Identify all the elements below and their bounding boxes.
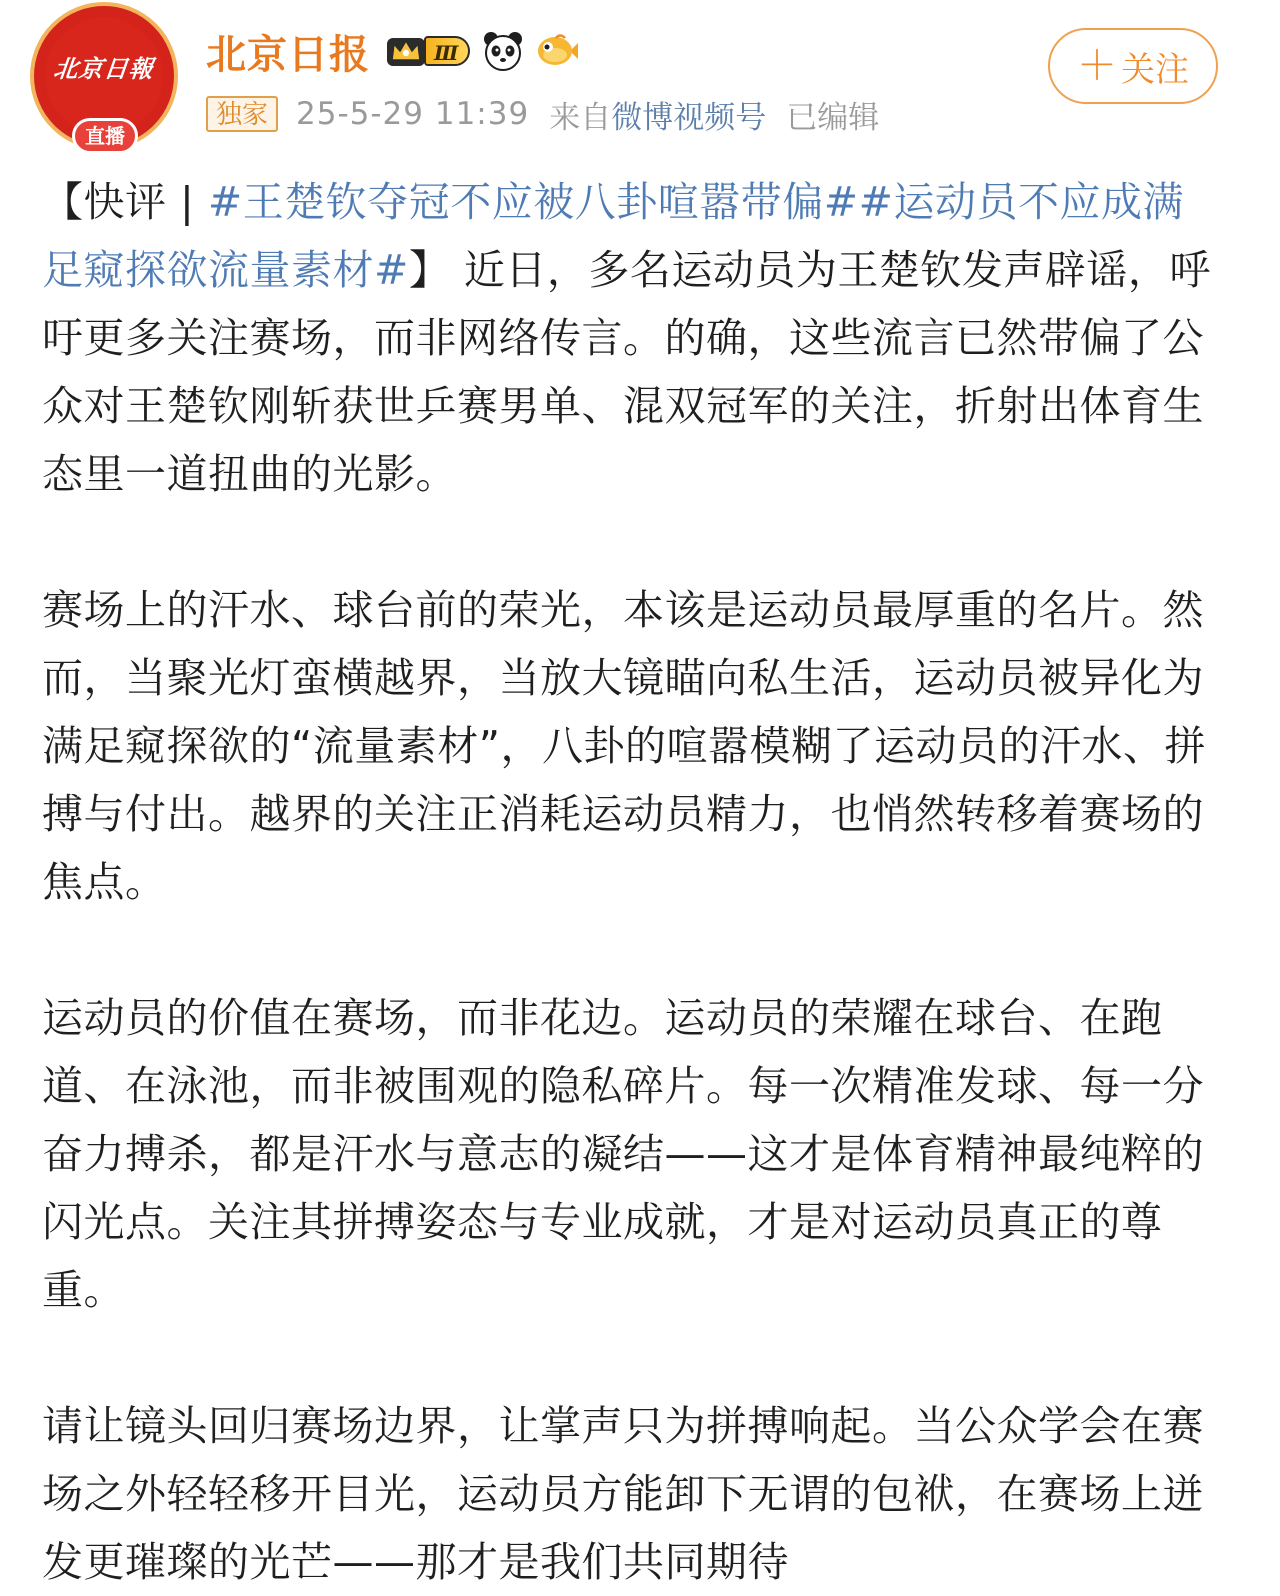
source-link[interactable]: 微博视频号 [611, 99, 767, 136]
post-paragraph-intro [42, 168, 1212, 508]
panda-icon[interactable] [482, 30, 524, 72]
post-body [42, 168, 1212, 1596]
post-paragraph: 运动员的价值在赛场，而非花边。运动员的荣耀在球台、在跑道、在泳池，而非被围观的隐私碎片。每一次精准发球、每一分奋力搏杀，都是汗水与意志的凝结——这才是体育精神最纯粹的闪光点。关注其拼搏姿态与专业成就，才是对运动员真正的尊重。 [42, 994, 1204, 1314]
hashtag-link[interactable]: #运动员不应成满足窥探欲流量素材# [42, 178, 1184, 294]
name-row [206, 22, 578, 80]
hashtag-link[interactable]: #王楚钦夺冠不应被八卦喧嚣带偏# [207, 178, 859, 226]
meta-row [206, 94, 879, 134]
avatar-logo: 北京日報 [52, 53, 156, 83]
avatar[interactable] [30, 2, 182, 154]
exclusive-tag: 独家 [206, 96, 278, 132]
intro-text: 近日，多名运动员为王楚钦发声辟谣，呼吁更多关注赛场，而非网络传言。的确，这些流言已然带偏了公众对王楚钦刚斩获世乒赛男单、混双冠军的关注，折射出体育生态里一道扭曲的光影。 [42, 246, 1211, 498]
post-header [0, 0, 1280, 160]
follow-label: 关注 [1121, 49, 1189, 90]
source-prefix: 来自 [549, 99, 612, 136]
bracket-close: 】 [408, 246, 451, 294]
fish-icon[interactable] [536, 30, 578, 72]
crown-icon [384, 32, 428, 70]
post-timestamp: 25-5-29 11:39 [296, 96, 530, 132]
follow-button[interactable] [1048, 28, 1218, 104]
post-paragraph: 请让镜头回归赛场边界，让掌声只为拼搏响起。当公众学会在赛场之外轻轻移开目光，运动员方能卸下无谓的包袱，在赛场上迸发更璀璨的光芒——那才是我们共同期待 [42, 1402, 1204, 1586]
user-name[interactable]: 北京日报 [206, 31, 370, 78]
vip-level: Ⅲ [424, 36, 470, 66]
live-badge[interactable]: 直播 [72, 118, 138, 154]
edited-label[interactable]: 已编辑 [786, 99, 880, 136]
bracket-open: 【快评 | [42, 178, 208, 226]
plus-icon: ＋ [1077, 43, 1117, 89]
post-paragraph: 赛场上的汗水、球台前的荣光，本该是运动员最厚重的名片。然而，当聚光灯蛮横越界，当放大镜瞄向私生活，运动员被异化为满足窥探欲的“流量素材”，八卦的喧嚣模糊了运动员的汗水、拼搏与付出。越界的关注正消耗运动员精力，也悄然转移着赛场的焦点。 [42, 586, 1206, 906]
vip-badge[interactable] [384, 32, 470, 70]
